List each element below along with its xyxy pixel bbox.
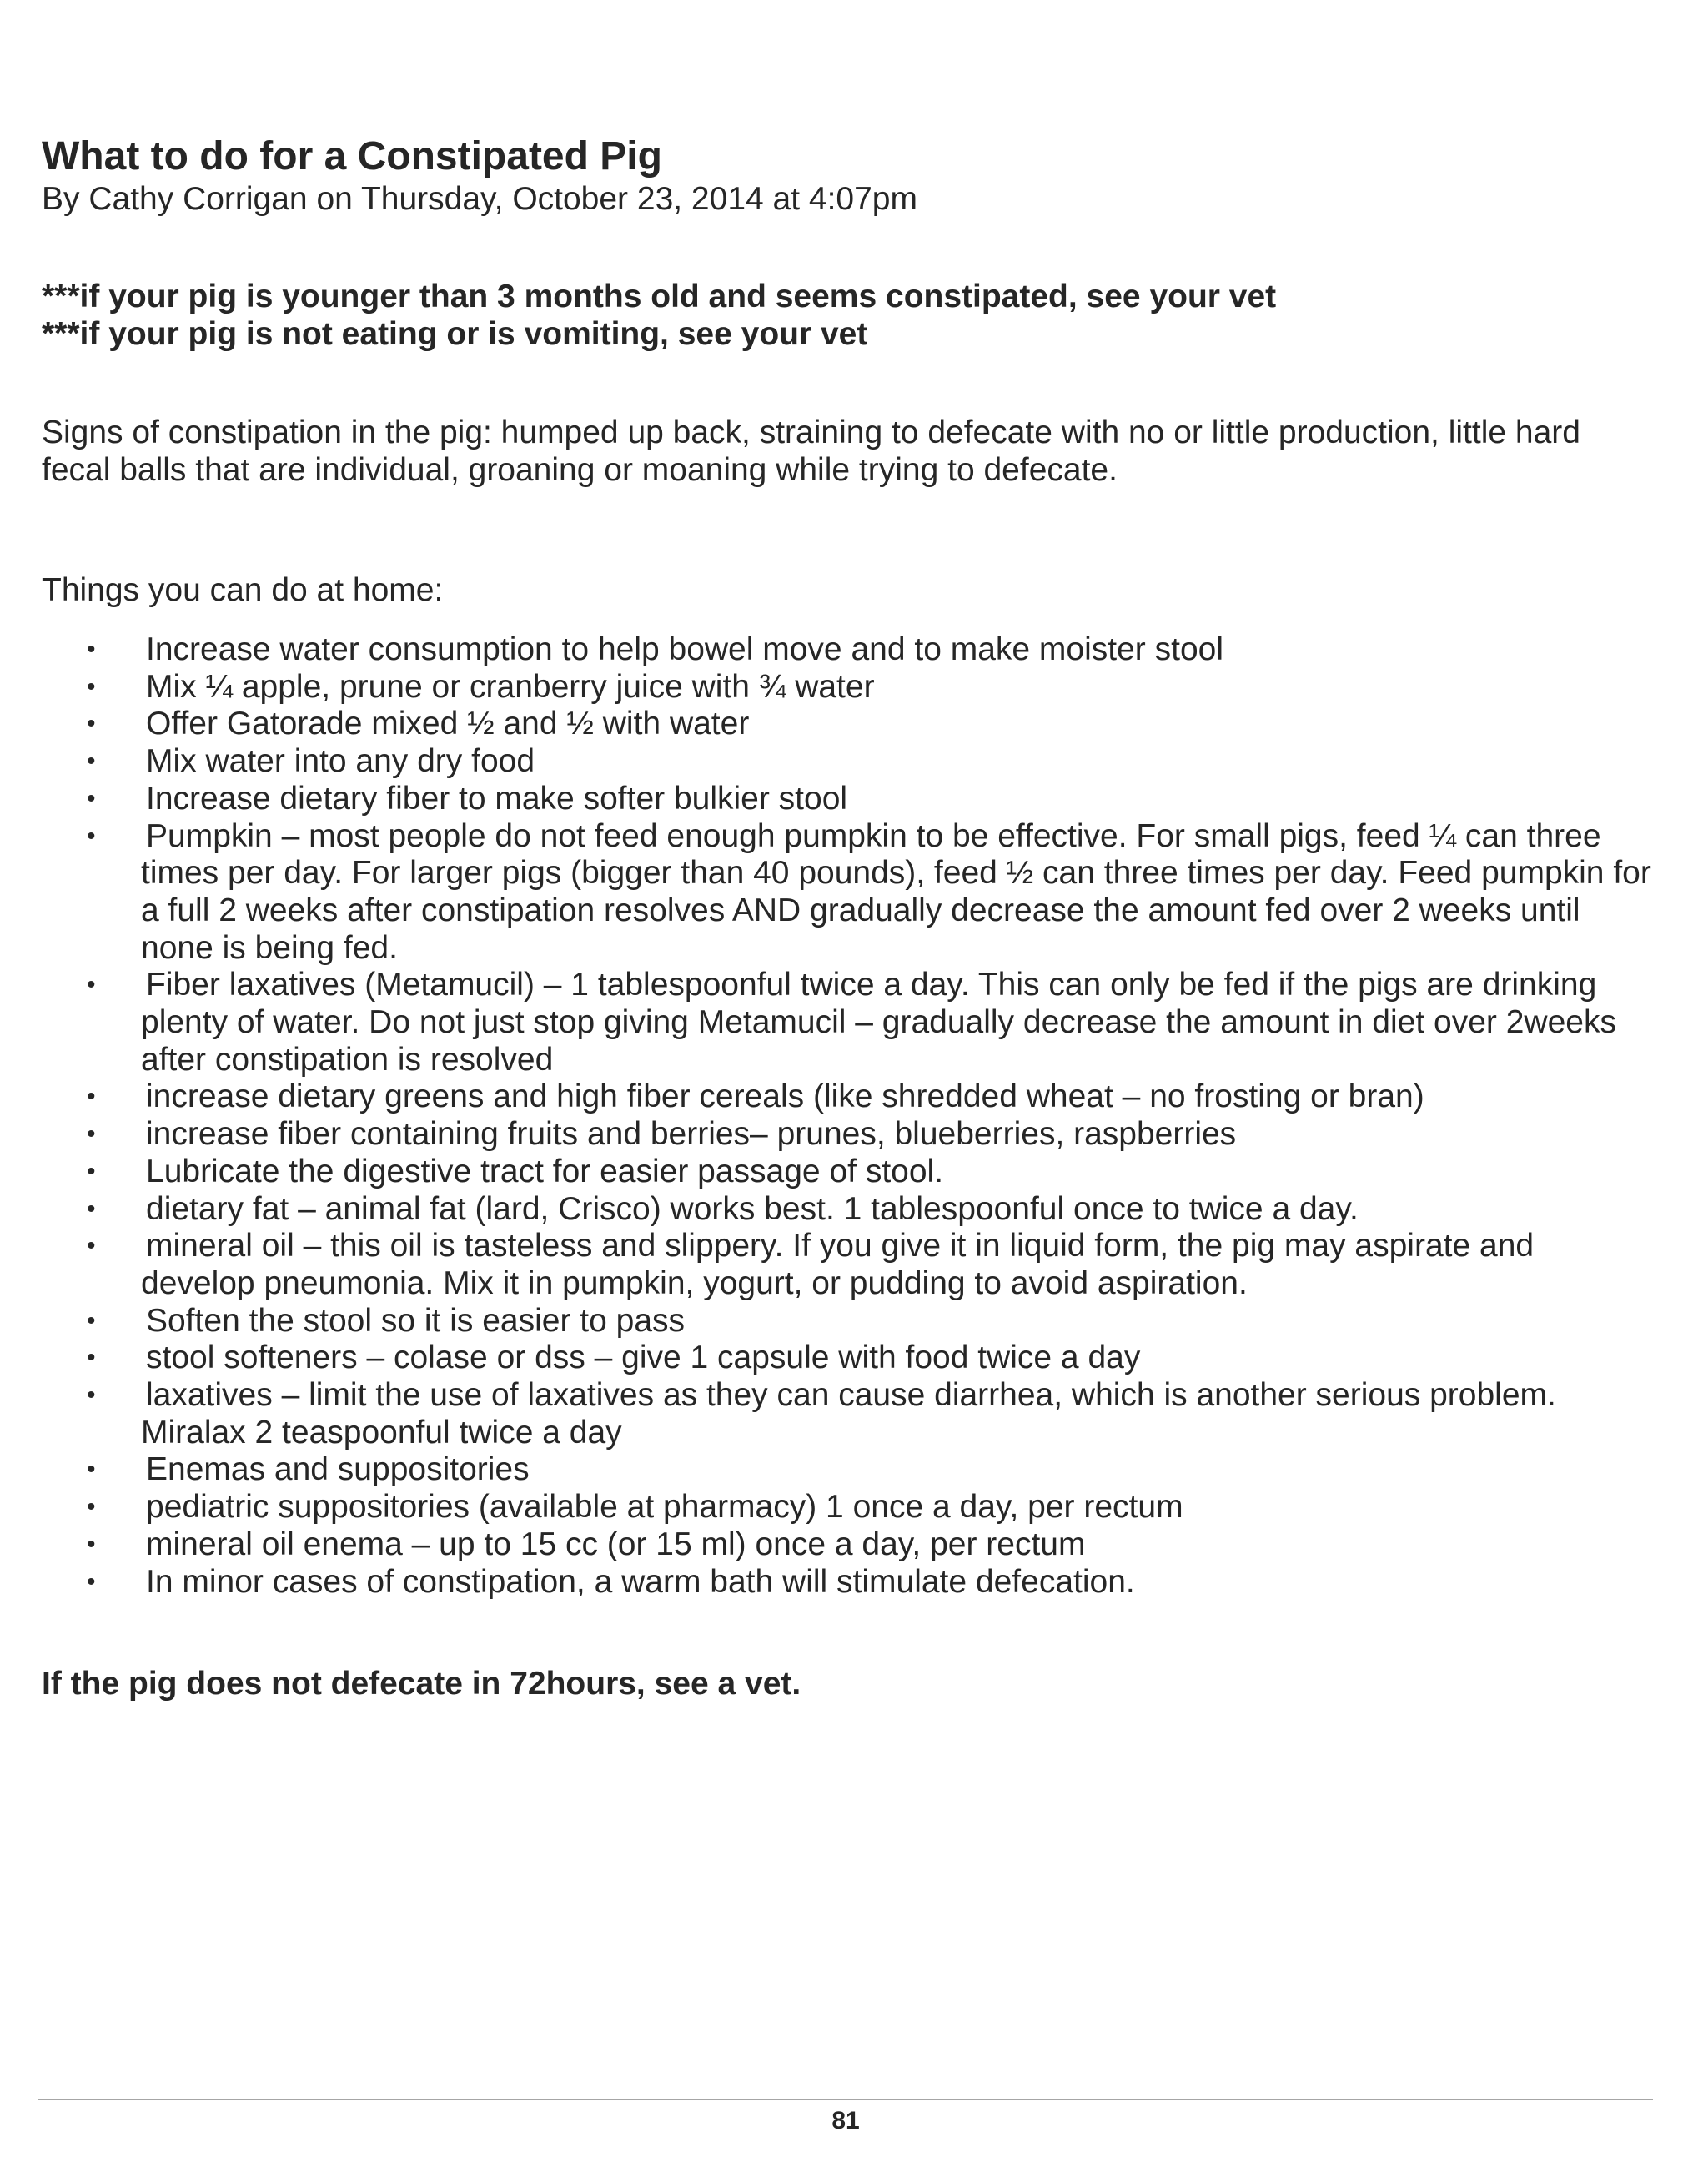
bullet-icon: • (87, 822, 96, 850)
bullet-icon: • (87, 1456, 96, 1484)
warning-line: ***if your pig is not eating or is vomiting, see your vet (42, 316, 868, 352)
signs-paragraph: Signs of constipation in the pig: humped up back, straining to defecate with no or little production, little hard fecal balls that are individual, groaning or moaning while trying to defecate. (42, 415, 1580, 488)
bullet-icon: • (87, 1493, 96, 1521)
bullet-icon: • (87, 710, 96, 738)
bullet-icon: • (87, 1381, 96, 1410)
list-item (42, 1564, 1651, 1601)
list-item-text: increase fiber containing fruits and berries– prunes, blueberries, raspberries (146, 1116, 1237, 1153)
list-item-text: mineral oil – this oil is tasteless and slippery. If you give it in liquid form, the pig may aspirate and develop pneumonia. Mix it in pumpkin, yogurt, or pudding to avoid aspiration. (141, 1228, 1535, 1301)
list-item-text: Increase water consumption to help bowel move and to make moister stool (146, 631, 1223, 667)
list-item-text: Offer Gatorade mixed ½ and ½ with water (146, 706, 750, 742)
bullet-icon: • (87, 636, 96, 663)
list-item-text: Increase dietary fiber to make softer bulkier stool (146, 780, 848, 817)
bullet-icon: • (87, 1083, 96, 1111)
home-remedies-list (42, 631, 1651, 1601)
list-item (42, 1191, 1651, 1229)
list-item (42, 781, 1651, 818)
list-item (42, 1489, 1651, 1526)
list-item-text: Fiber laxatives (Metamucil) – 1 tablespoonful twice a day. This can only be fed if the pigs are drinking plenty of water. Do not just stop giving Metamucil – gradually decrease the amount in diet over 2weeks after constipation is resolved (141, 967, 1616, 1078)
list-item (42, 1340, 1651, 1377)
list-item-text: laxatives – limit the use of laxatives as they can cause diarrhea, which is another serious problem. Miralax 2 teaspoonful twice a day (141, 1377, 1556, 1451)
list-item-text: pediatric suppositories (available at pharmacy) 1 once a day, per rectum (146, 1489, 1183, 1526)
page-number: 81 (831, 2107, 860, 2134)
list-item-text: mineral oil enema – up to 15 cc (or 15 ml) once a day, per rectum (146, 1526, 1086, 1562)
bullet-icon: • (87, 1157, 96, 1185)
bullet-icon: • (87, 784, 96, 812)
article-title: What to do for a Constipated Pig (42, 134, 662, 178)
warning-line: ***if your pig is younger than 3 months old and seems constipated, see your vet (42, 279, 1277, 314)
vet-warnings (42, 278, 1276, 353)
list-item (42, 1078, 1651, 1116)
list-item-text: Mix water into any dry food (146, 743, 535, 780)
list-item-text: Mix ¼ apple, prune or cranberry juice with ¾ water (146, 668, 875, 705)
list-item (42, 743, 1651, 781)
home-remedies-heading: Things you can do at home: (42, 572, 444, 608)
list-item (42, 818, 1651, 968)
list-item-text: dietary fat – animal fat (lard, Crisco) works best. 1 tablespoonful once to twice a day. (146, 1190, 1359, 1227)
bullet-icon: • (87, 1306, 96, 1335)
list-item (42, 967, 1651, 1078)
list-item (42, 1228, 1651, 1302)
list-item-text: Enemas and suppositories (146, 1451, 530, 1488)
bullet-icon: • (87, 1232, 96, 1260)
article-byline: By Cathy Corrigan on Thursday, October 23, 2014 at 4:07pm (42, 181, 917, 217)
bullet-icon: • (87, 971, 96, 999)
list-item (42, 631, 1651, 669)
list-item-text: Lubricate the digestive tract for easier passage of stool. (146, 1153, 944, 1189)
list-item (42, 1303, 1651, 1340)
list-item (42, 1526, 1651, 1564)
list-item-text: Soften the stool so it is easier to pass (146, 1302, 686, 1339)
closing-warning: If the pig does not defecate in 72hours, see a vet. (42, 1666, 801, 1702)
list-item (42, 1154, 1651, 1191)
bullet-icon: • (87, 672, 96, 701)
list-item (42, 1377, 1651, 1451)
list-item (42, 706, 1651, 743)
bullet-icon: • (87, 1530, 96, 1558)
bullet-icon: • (87, 747, 96, 776)
list-item-text: increase dietary greens and high fiber cereals (like shredded wheat – no frosting or bran) (146, 1078, 1424, 1115)
list-item (42, 669, 1651, 706)
list-item-text: Pumpkin – most people do not feed enough pumpkin to be effective. For small pigs, feed ¼ can three times per day. For larger pigs (bigger than 40 pounds), feed ½ can three times per day. Feed pumpkin for a full 2 weeks after constipation resolves AND gradually decrease the amount fed over 2 weeks until none is being fed. (141, 817, 1651, 966)
list-item (42, 1116, 1651, 1154)
bullet-icon: • (87, 1567, 96, 1596)
list-item-text: stool softeners – colase or dss – give 1 capsule with food twice a day (146, 1340, 1141, 1376)
list-item-text: In minor cases of constipation, a warm bath will stimulate defecation. (146, 1563, 1135, 1600)
list-item (42, 1451, 1651, 1489)
bullet-icon: • (87, 1194, 96, 1223)
bullet-icon: • (87, 1120, 96, 1149)
footer-divider (38, 2099, 1653, 2100)
bullet-icon: • (87, 1344, 96, 1372)
